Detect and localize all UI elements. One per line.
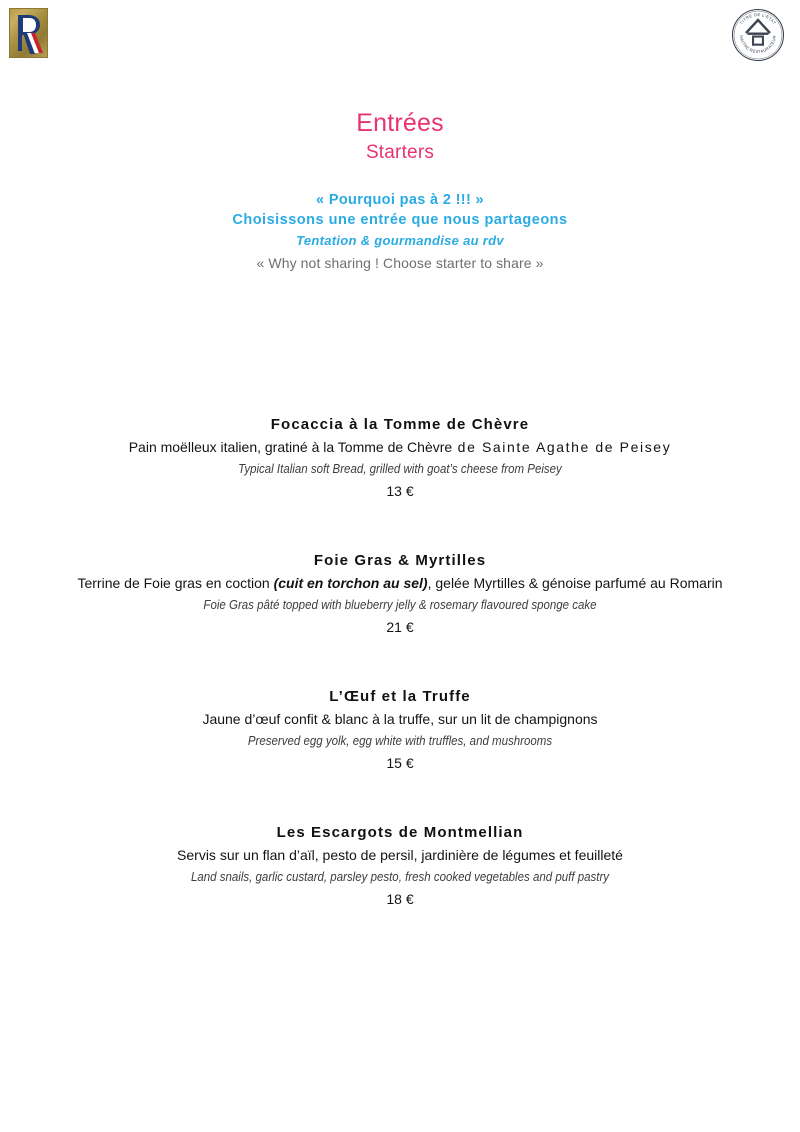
- page-header: [0, 108, 800, 167]
- desc-tail: , gelée Myrtilles & génoise parfumé au Romarin: [427, 575, 723, 591]
- menu-item-price: 15 €: [386, 755, 414, 771]
- menu-item-price: 18 €: [386, 891, 414, 907]
- menu-item-name: Les Escargots de Montmellian: [276, 824, 524, 841]
- menu-item: [0, 686, 800, 775]
- menu-item-description-en: Foie Gras pâté topped with blueberry jelly & rosemary flavoured sponge cake: [203, 598, 597, 612]
- menu-item-description-fr: [0, 844, 800, 867]
- desc-lead: Jaune d’œuf confit & blanc à la truffe, sur un lit de champignons: [202, 711, 598, 727]
- desc-lead: Terrine de Foie gras en coction: [77, 575, 274, 591]
- promo-line-1: « Pourquoi pas à 2 !!! »: [316, 192, 484, 208]
- menu-item-list: [0, 414, 800, 911]
- promo-block: [0, 191, 800, 275]
- menu-item: [0, 822, 800, 911]
- menu-item-description-fr: [0, 436, 800, 459]
- maitre-restaurateur-seal: [730, 7, 786, 63]
- desc-parenthetical: (cuit en torchon au sel): [273, 575, 428, 591]
- svg-text:TITRE DE L'ETAT: TITRE DE L'ETAT: [738, 11, 778, 26]
- menu-item: [0, 550, 800, 639]
- menu-item: [0, 414, 800, 503]
- menu-item-name: Focaccia à la Tomme de Chèvre: [270, 416, 530, 433]
- svg-text:MAITRE RESTAURATEUR: MAITRE RESTAURATEUR: [738, 34, 778, 55]
- menu-item-description-en: Preserved egg yolk, egg white with truffles, and mushrooms: [247, 734, 553, 748]
- menu-item-name: L’Œuf et la Truffe: [329, 688, 471, 705]
- promo-line-2: Choisissons une entrée que nous partageons: [232, 212, 568, 228]
- menu-item-price: 21 €: [386, 619, 414, 635]
- menu-item-description-en: Land snails, garlic custard, parsley pesto, fresh cooked vegetables and puff pastry: [190, 870, 610, 884]
- menu-item-description-fr: [0, 572, 800, 595]
- desc-lead: Servis sur un flan d’aïl, pesto de persil, jardinière de légumes et feuilleté: [177, 847, 623, 863]
- desc-lead: Pain moëlleux italien, gratiné à la Tomme de Chèvre: [128, 439, 453, 455]
- page-title-en: Starters: [365, 142, 435, 163]
- desc-tail: de Sainte Agathe de Peisey: [452, 439, 672, 455]
- promo-line-3: Tentation & gourmandise au rdv: [296, 233, 504, 248]
- menu-item-description-fr: [0, 708, 800, 731]
- menu-item-description-en: Typical Italian soft Bread, grilled with goat’s cheese from Peisey: [238, 462, 562, 476]
- promo-line-english: « Why not sharing ! Choose starter to share »: [256, 255, 544, 271]
- page-title-fr: Entrées: [356, 109, 444, 137]
- restaurant-monogram-logo: [9, 8, 48, 58]
- menu-item-name: Foie Gras & Myrtilles: [313, 552, 487, 569]
- menu-item-price: 13 €: [386, 483, 414, 499]
